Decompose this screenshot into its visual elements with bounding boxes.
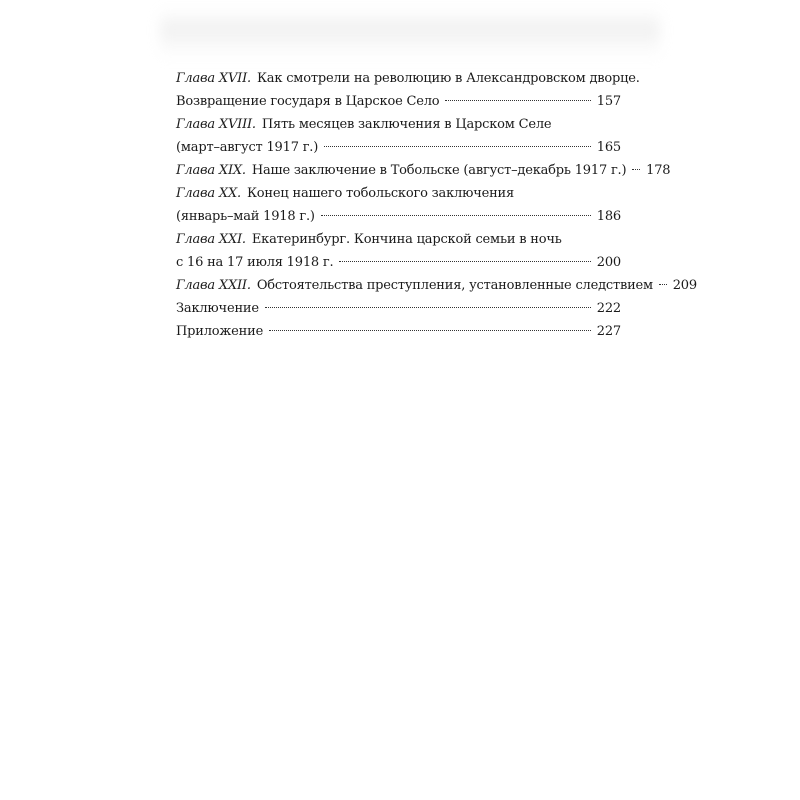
dot-leader: [445, 100, 591, 101]
chapter-label: Глава XVII.: [176, 71, 251, 86]
chapter-title: Пять месяцев заключения в Царском Селе: [261, 117, 552, 132]
chapter-title-continued: (март–август 1917 г.): [176, 140, 319, 155]
page-number: 222: [596, 301, 621, 316]
dot-leader: [324, 146, 591, 147]
page-number: 165: [596, 140, 621, 155]
chapter-label: Глава XXII.: [176, 278, 251, 293]
toc-entry-21-line-1: [176, 228, 621, 251]
dot-leader: [659, 284, 667, 285]
dot-leader: [321, 215, 591, 216]
chapter-title: Конец нашего тобольского заключения: [246, 186, 515, 201]
section-title: Приложение: [176, 324, 264, 339]
chapter-label: Глава XIX.: [176, 163, 246, 178]
toc-entry-17-line-2: [176, 90, 621, 113]
dot-leader: [269, 330, 591, 331]
chapter-title-continued: с 16 на 17 июля 1918 г.: [176, 255, 334, 270]
dot-leader: [632, 169, 640, 170]
chapter-title: Наше заключение в Тобольске (август–декабрь 1917 г.): [251, 163, 627, 178]
page-number: 157: [596, 94, 621, 109]
toc-entry-18-line-2: [176, 136, 621, 159]
toc-entry-appendix: [176, 320, 621, 343]
toc-entry-conclusion: [176, 297, 621, 320]
toc-entry-20-line-2: [176, 205, 621, 228]
section-title: Заключение: [176, 301, 259, 316]
dot-leader: [265, 307, 591, 308]
toc-entry-22-line-1: [176, 274, 697, 297]
chapter-label: Глава XVIII.: [176, 117, 256, 132]
toc-entry-21-line-2: [176, 251, 621, 274]
chapter-title: Екатеринбург. Кончина царской семьи в ночь: [251, 232, 562, 247]
toc-entry-18-line-1: [176, 113, 621, 136]
page-number: 200: [596, 255, 621, 270]
toc-entry-20-line-1: [176, 182, 621, 205]
chapter-title: Как смотрели на революцию в Александровском дворце.: [256, 71, 640, 86]
toc-entry-17-line-1: [176, 67, 640, 90]
page-number: 178: [646, 163, 671, 178]
toc-entry-19-line-1: [176, 159, 671, 182]
chapter-title-continued: Возвращение государя в Царское Село: [176, 94, 440, 109]
chapter-label: Глава XX.: [176, 186, 241, 201]
page-number: 209: [672, 278, 697, 293]
chapter-title-continued: (январь–май 1918 г.): [176, 209, 315, 224]
chapter-title: Обстоятельства преступления, установленные следствием: [256, 278, 653, 293]
chapter-label: Глава XXI.: [176, 232, 246, 247]
bleed-through-shadow: [160, 8, 660, 60]
dot-leader: [339, 261, 591, 262]
table-of-contents: [176, 67, 697, 343]
page-number: 186: [596, 209, 621, 224]
page-number: 227: [596, 324, 621, 339]
